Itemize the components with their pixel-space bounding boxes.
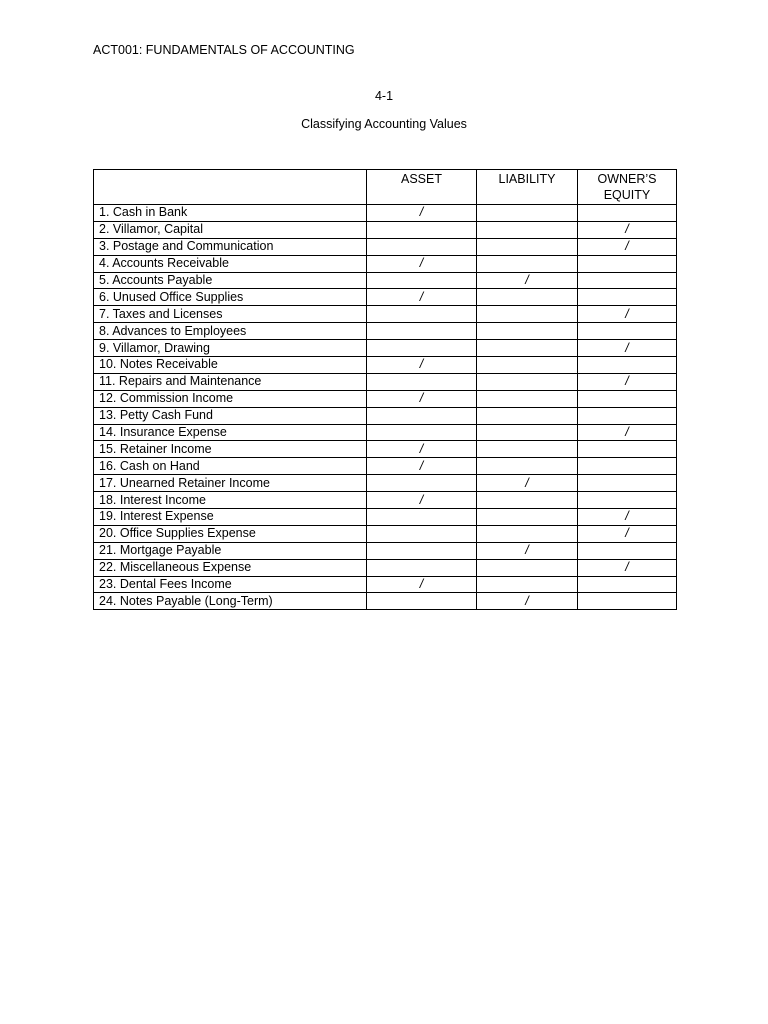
account-name-cell: 12. Commission Income — [94, 390, 367, 407]
liability-mark-cell: / — [477, 542, 578, 559]
liability-mark-cell — [477, 205, 578, 222]
liability-mark-cell — [477, 407, 578, 424]
asset-mark-cell: / — [367, 576, 477, 593]
equity-mark-cell — [578, 357, 677, 374]
asset-mark-cell: / — [367, 458, 477, 475]
account-name-cell: 1. Cash in Bank — [94, 205, 367, 222]
account-name-cell: 5. Accounts Payable — [94, 272, 367, 289]
classification-table — [93, 169, 677, 610]
equity-mark-cell: / — [578, 221, 677, 238]
table-row — [94, 475, 677, 492]
account-name-cell: 6. Unused Office Supplies — [94, 289, 367, 306]
account-name-cell: 16. Cash on Hand — [94, 458, 367, 475]
equity-mark-cell — [578, 289, 677, 306]
account-name-cell: 13. Petty Cash Fund — [94, 407, 367, 424]
column-header-asset: ASSET — [367, 170, 477, 205]
liability-mark-cell — [477, 306, 578, 323]
liability-mark-cell — [477, 255, 578, 272]
equity-mark-cell: / — [578, 238, 677, 255]
asset-mark-cell: / — [367, 441, 477, 458]
equity-mark-cell — [578, 407, 677, 424]
account-name-cell: 17. Unearned Retainer Income — [94, 475, 367, 492]
account-name-cell: 7. Taxes and Licenses — [94, 306, 367, 323]
liability-mark-cell — [477, 424, 578, 441]
liability-mark-cell — [477, 340, 578, 357]
table-row — [94, 441, 677, 458]
liability-mark-cell — [477, 390, 578, 407]
table-row — [94, 492, 677, 509]
table-row — [94, 390, 677, 407]
account-name-cell: 8. Advances to Employees — [94, 323, 367, 340]
equity-mark-cell — [578, 593, 677, 610]
table-row — [94, 458, 677, 475]
liability-mark-cell — [477, 238, 578, 255]
table-header-row — [94, 170, 677, 205]
asset-mark-cell — [367, 373, 477, 390]
table-row — [94, 525, 677, 542]
table-row — [94, 205, 677, 222]
equity-mark-cell: / — [578, 525, 677, 542]
table-row — [94, 373, 677, 390]
liability-mark-cell: / — [477, 593, 578, 610]
asset-mark-cell — [367, 272, 477, 289]
liability-mark-cell — [477, 492, 578, 509]
account-name-cell: 11. Repairs and Maintenance — [94, 373, 367, 390]
equity-mark-cell — [578, 576, 677, 593]
liability-mark-cell — [477, 323, 578, 340]
equity-mark-cell: / — [578, 424, 677, 441]
asset-mark-cell — [367, 559, 477, 576]
account-name-cell: 19. Interest Expense — [94, 509, 367, 526]
liability-mark-cell — [477, 357, 578, 374]
asset-mark-cell: / — [367, 205, 477, 222]
account-name-cell: 14. Insurance Expense — [94, 424, 367, 441]
table-row — [94, 559, 677, 576]
account-name-cell: 21. Mortgage Payable — [94, 542, 367, 559]
table-row — [94, 576, 677, 593]
equity-mark-cell — [578, 272, 677, 289]
table-row — [94, 357, 677, 374]
asset-mark-cell — [367, 221, 477, 238]
table-row — [94, 272, 677, 289]
liability-mark-cell — [477, 576, 578, 593]
equity-mark-cell: / — [578, 340, 677, 357]
asset-mark-cell — [367, 340, 477, 357]
account-name-cell: 3. Postage and Communication — [94, 238, 367, 255]
asset-mark-cell — [367, 593, 477, 610]
table-row — [94, 289, 677, 306]
account-name-cell: 15. Retainer Income — [94, 441, 367, 458]
asset-mark-cell: / — [367, 357, 477, 374]
equity-mark-cell — [578, 475, 677, 492]
asset-mark-cell: / — [367, 255, 477, 272]
table-row — [94, 340, 677, 357]
table-row — [94, 238, 677, 255]
liability-mark-cell — [477, 509, 578, 526]
table-row — [94, 255, 677, 272]
asset-mark-cell — [367, 407, 477, 424]
equity-mark-cell: / — [578, 559, 677, 576]
exercise-title: Classifying Accounting Values — [301, 117, 467, 131]
asset-mark-cell — [367, 509, 477, 526]
equity-mark-cell — [578, 492, 677, 509]
equity-mark-cell — [578, 390, 677, 407]
asset-mark-cell — [367, 542, 477, 559]
asset-mark-cell — [367, 424, 477, 441]
table-row — [94, 407, 677, 424]
equity-mark-cell — [578, 441, 677, 458]
asset-mark-cell — [367, 525, 477, 542]
table-row — [94, 323, 677, 340]
table-row — [94, 593, 677, 610]
equity-mark-cell — [578, 458, 677, 475]
equity-mark-cell: / — [578, 373, 677, 390]
account-name-cell: 22. Miscellaneous Expense — [94, 559, 367, 576]
account-name-cell: 20. Office Supplies Expense — [94, 525, 367, 542]
liability-mark-cell — [477, 289, 578, 306]
column-header-liability: LIABILITY — [477, 170, 578, 205]
liability-mark-cell — [477, 441, 578, 458]
equity-mark-cell — [578, 323, 677, 340]
equity-mark-cell: / — [578, 509, 677, 526]
asset-mark-cell — [367, 475, 477, 492]
table-row — [94, 509, 677, 526]
account-name-cell: 23. Dental Fees Income — [94, 576, 367, 593]
asset-mark-cell: / — [367, 390, 477, 407]
equity-mark-cell — [578, 205, 677, 222]
course-header: ACT001: FUNDAMENTALS OF ACCOUNTING — [93, 43, 355, 57]
table-row — [94, 221, 677, 238]
account-name-cell: 4. Accounts Receivable — [94, 255, 367, 272]
equity-mark-cell — [578, 255, 677, 272]
exercise-number: 4-1 — [374, 89, 394, 103]
account-name-cell: 10. Notes Receivable — [94, 357, 367, 374]
column-header-item — [94, 170, 367, 205]
liability-mark-cell — [477, 458, 578, 475]
asset-mark-cell — [367, 323, 477, 340]
liability-mark-cell — [477, 373, 578, 390]
liability-mark-cell — [477, 221, 578, 238]
liability-mark-cell — [477, 525, 578, 542]
account-name-cell: 9. Villamor, Drawing — [94, 340, 367, 357]
account-name-cell: 18. Interest Income — [94, 492, 367, 509]
asset-mark-cell — [367, 238, 477, 255]
equity-mark-cell — [578, 542, 677, 559]
liability-mark-cell: / — [477, 272, 578, 289]
account-name-cell: 2. Villamor, Capital — [94, 221, 367, 238]
liability-mark-cell: / — [477, 475, 578, 492]
asset-mark-cell: / — [367, 492, 477, 509]
asset-mark-cell — [367, 306, 477, 323]
liability-mark-cell — [477, 559, 578, 576]
table-body — [94, 205, 677, 610]
table-row — [94, 542, 677, 559]
equity-mark-cell: / — [578, 306, 677, 323]
table-row — [94, 306, 677, 323]
column-header-equity: OWNER’S EQUITY — [578, 170, 677, 205]
asset-mark-cell: / — [367, 289, 477, 306]
account-name-cell: 24. Notes Payable (Long-Term) — [94, 593, 367, 610]
table-row — [94, 424, 677, 441]
